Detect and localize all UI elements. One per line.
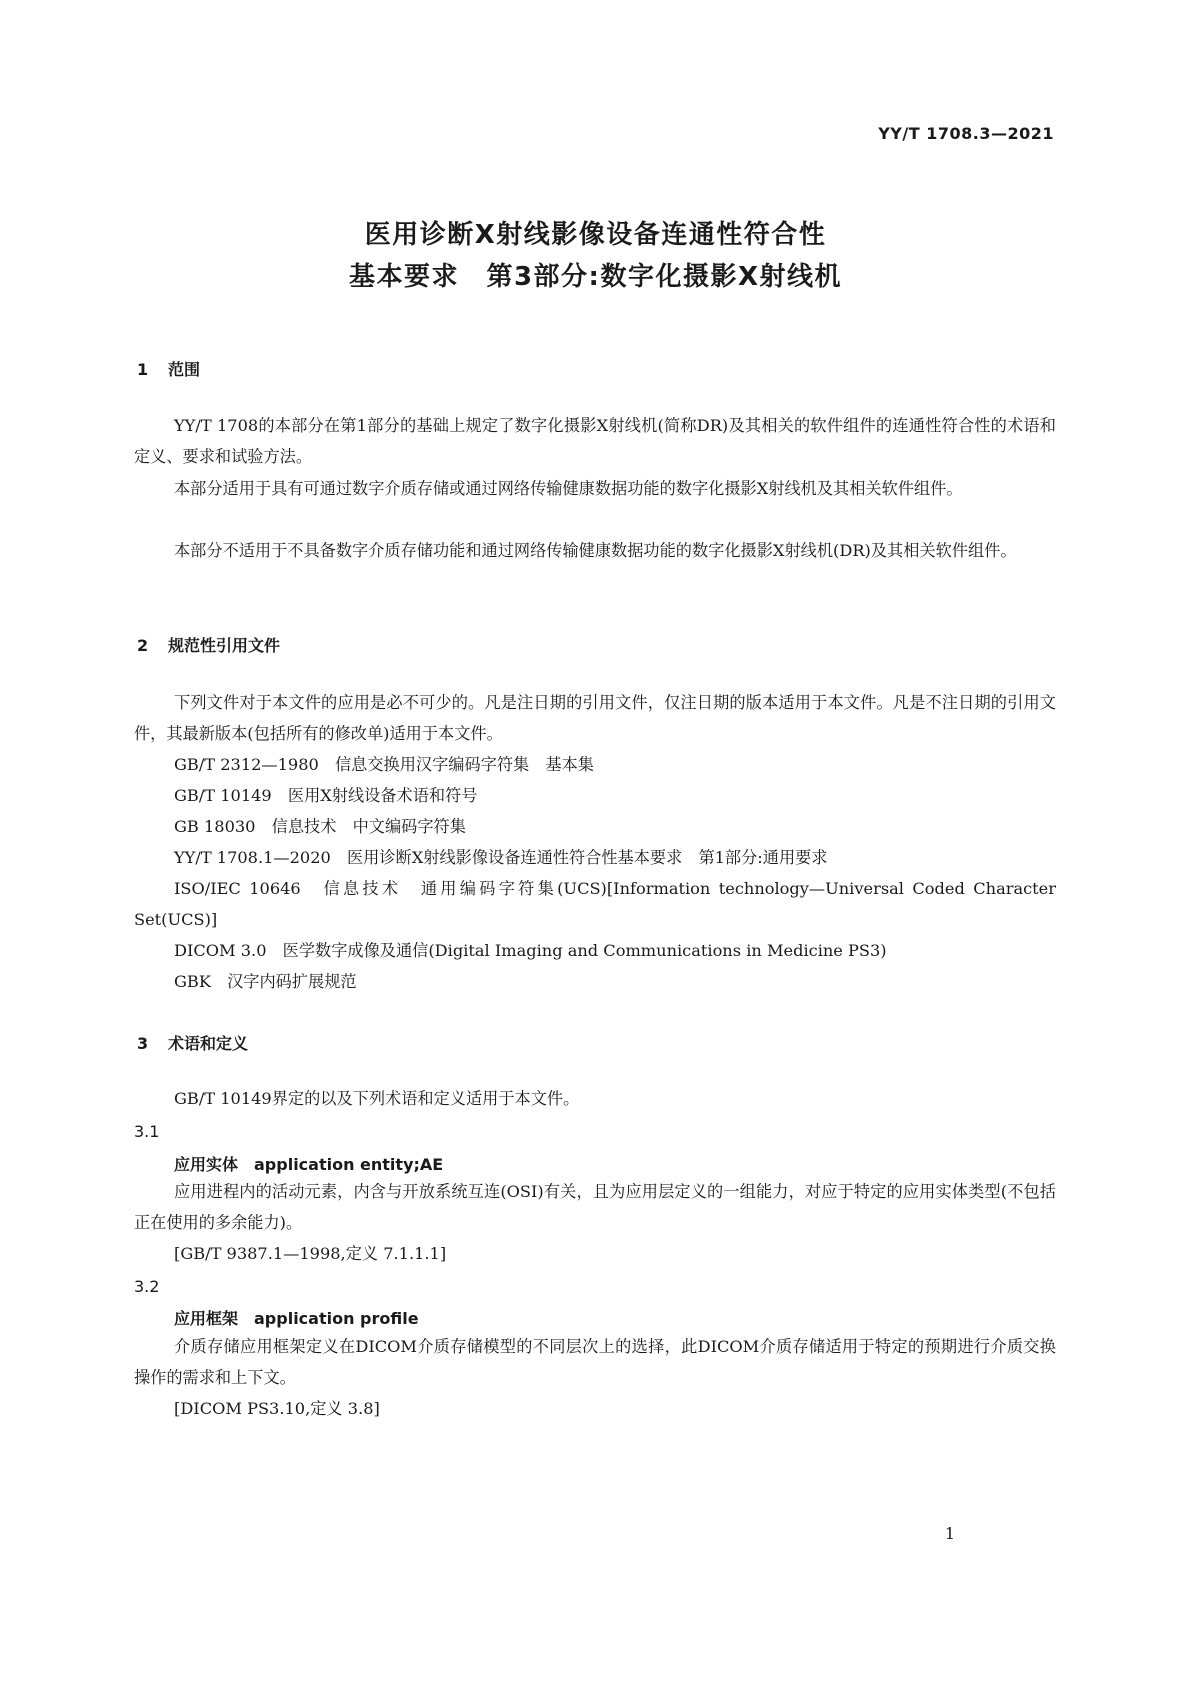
term-source: [DICOM PS3.10,定义 3.8] [174,1399,380,1418]
reference-item: ISO/IEC 10646 信息技术 通用编码字符集(UCS)[Information technology—Universal Coded Character Set(UCS)] [134,879,1056,929]
document-title-line-2: 基本要求 第3部分:数字化摄影X射线机 [348,262,843,292]
clause-number: 3.1 [134,1122,160,1141]
section-number: 2 [137,636,149,655]
term-definition: 应用进程内的活动元素，内含与开放系统互连(OSI)有关，且为应用层定义的一组能力，对应于特定的应用实体类型(不包括正在使用的多余能力)。 [134,1182,1056,1232]
section-1-heading [137,357,200,380]
reference-item: YY/T 1708.1—2020 医用诊断X射线影像设备连通性符合性基本要求 第1部分:通用要求 [174,848,828,867]
section-3-heading [137,1031,248,1054]
document-title-line-1: 医用诊断X射线影像设备连通性符合性 [364,220,827,250]
section-number: 1 [137,360,149,379]
reference-item: GB/T 2312—1980 信息交换用汉字编码字符集 基本集 [174,755,594,774]
section-2-heading [137,633,280,656]
section-title: 范围 [168,360,201,379]
section-2-intro: 下列文件对于本文件的应用是必不可少的。凡是注日期的引用文件，仅注日期的版本适用于本文件。凡是不注日期的引用文件，其最新版本(包括所有的修改单)适用于本文件。 [134,693,1056,743]
term-heading: 应用实体 application entity;AE [174,1155,444,1174]
section-1-paragraph-2: 本部分适用于具有可通过数字介质存储或通过网络传输健康数据功能的数字化摄影X射线机及其相关软件组件。 [174,479,963,498]
term-heading: 应用框架 application profile [174,1309,419,1328]
section-3-intro: GB/T 10149界定的以及下列术语和定义适用于本文件。 [174,1089,580,1108]
page-number: 1 [944,1524,955,1543]
section-title: 术语和定义 [168,1034,249,1053]
reference-item: DICOM 3.0 医学数字成像及通信(Digital Imaging and Communications in Medicine PS3) [174,941,887,960]
clause-number: 3.2 [134,1277,160,1296]
term-definition: 介质存储应用框架定义在DICOM介质存储模型的不同层次上的选择，此DICOM介质存储适用于特定的预期进行介质交换操作的需求和上下文。 [134,1337,1056,1387]
reference-item: GB/T 10149 医用X射线设备术语和符号 [174,786,478,805]
reference-item: GBK 汉字内码扩展规范 [174,972,357,991]
section-1-paragraph-3: 本部分不适用于不具备数字介质存储功能和通过网络传输健康数据功能的数字化摄影X射线机(DR)及其相关软件组件。 [174,541,1017,560]
section-title: 规范性引用文件 [168,636,281,655]
term-source: [GB/T 9387.1—1998,定义 7.1.1.1] [174,1244,447,1263]
standard-code: YY/T 1708.3—2021 [878,124,1054,143]
reference-item: GB 18030 信息技术 中文编码字符集 [174,817,466,836]
section-number: 3 [137,1034,149,1053]
section-1-paragraph-1: YY/T 1708的本部分在第1部分的基础上规定了数字化摄影X射线机(简称DR)及其相关的软件组件的连通性符合性的术语和定义、要求和试验方法。 [134,416,1056,466]
